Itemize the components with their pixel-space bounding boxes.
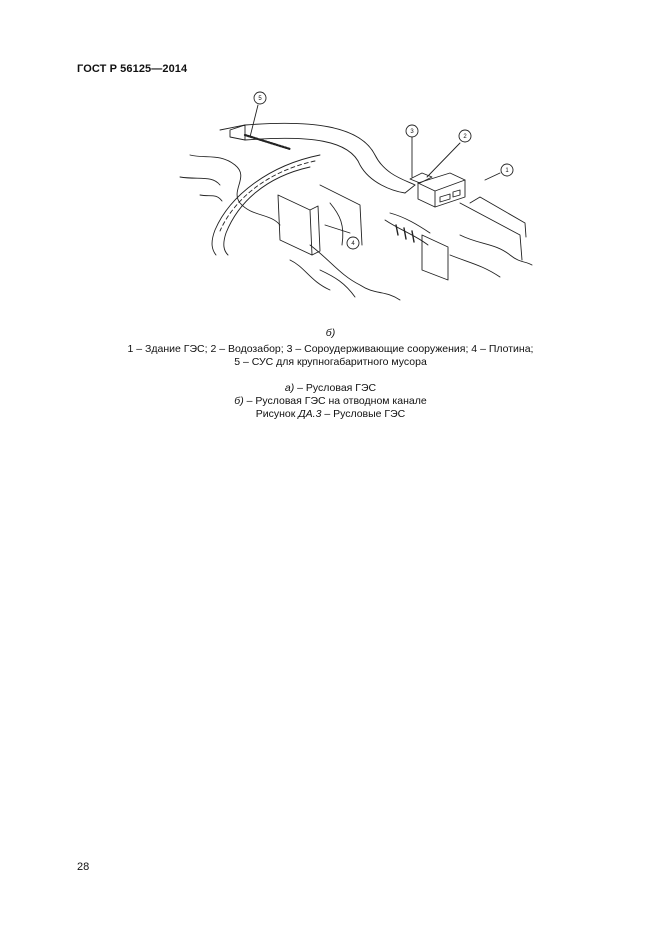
callout-1: 1 bbox=[505, 168, 509, 175]
caption-number: ДА.3 bbox=[298, 408, 322, 420]
caption-text: – Русловые ГЭС bbox=[324, 408, 406, 420]
panel-b-label: б) bbox=[234, 395, 244, 407]
figure-sublabel: б) bbox=[325, 327, 336, 339]
panel-b-text: – Русловая ГЭС на отводном канале bbox=[246, 395, 427, 407]
panel-a-text: – Русловая ГЭС bbox=[297, 382, 377, 394]
page-number: 28 bbox=[77, 861, 90, 873]
callout-5: 5 bbox=[258, 96, 262, 103]
figure-caption bbox=[0, 408, 661, 421]
panel-b-caption bbox=[0, 395, 661, 408]
callout-2: 2 bbox=[463, 134, 467, 141]
legend-line-1: 1 – Здание ГЭС; 2 – Водозабор; 3 – Сороудерживающие сооружения; 4 – Плотина; bbox=[127, 343, 534, 355]
callout-4: 4 bbox=[351, 241, 355, 248]
document-header: ГОСТ Р 56125—2014 bbox=[77, 63, 188, 75]
caption-prefix: Рисунок bbox=[255, 408, 296, 420]
panel-a-caption bbox=[0, 382, 661, 395]
callout-3: 3 bbox=[410, 129, 414, 136]
panel-a-label: а) bbox=[284, 382, 295, 394]
legend-line-2: 5 – СУС для крупногабаритного мусора bbox=[234, 356, 427, 368]
hydro-plant-figure bbox=[160, 85, 540, 325]
hydro-plant-drawing bbox=[160, 85, 540, 325]
